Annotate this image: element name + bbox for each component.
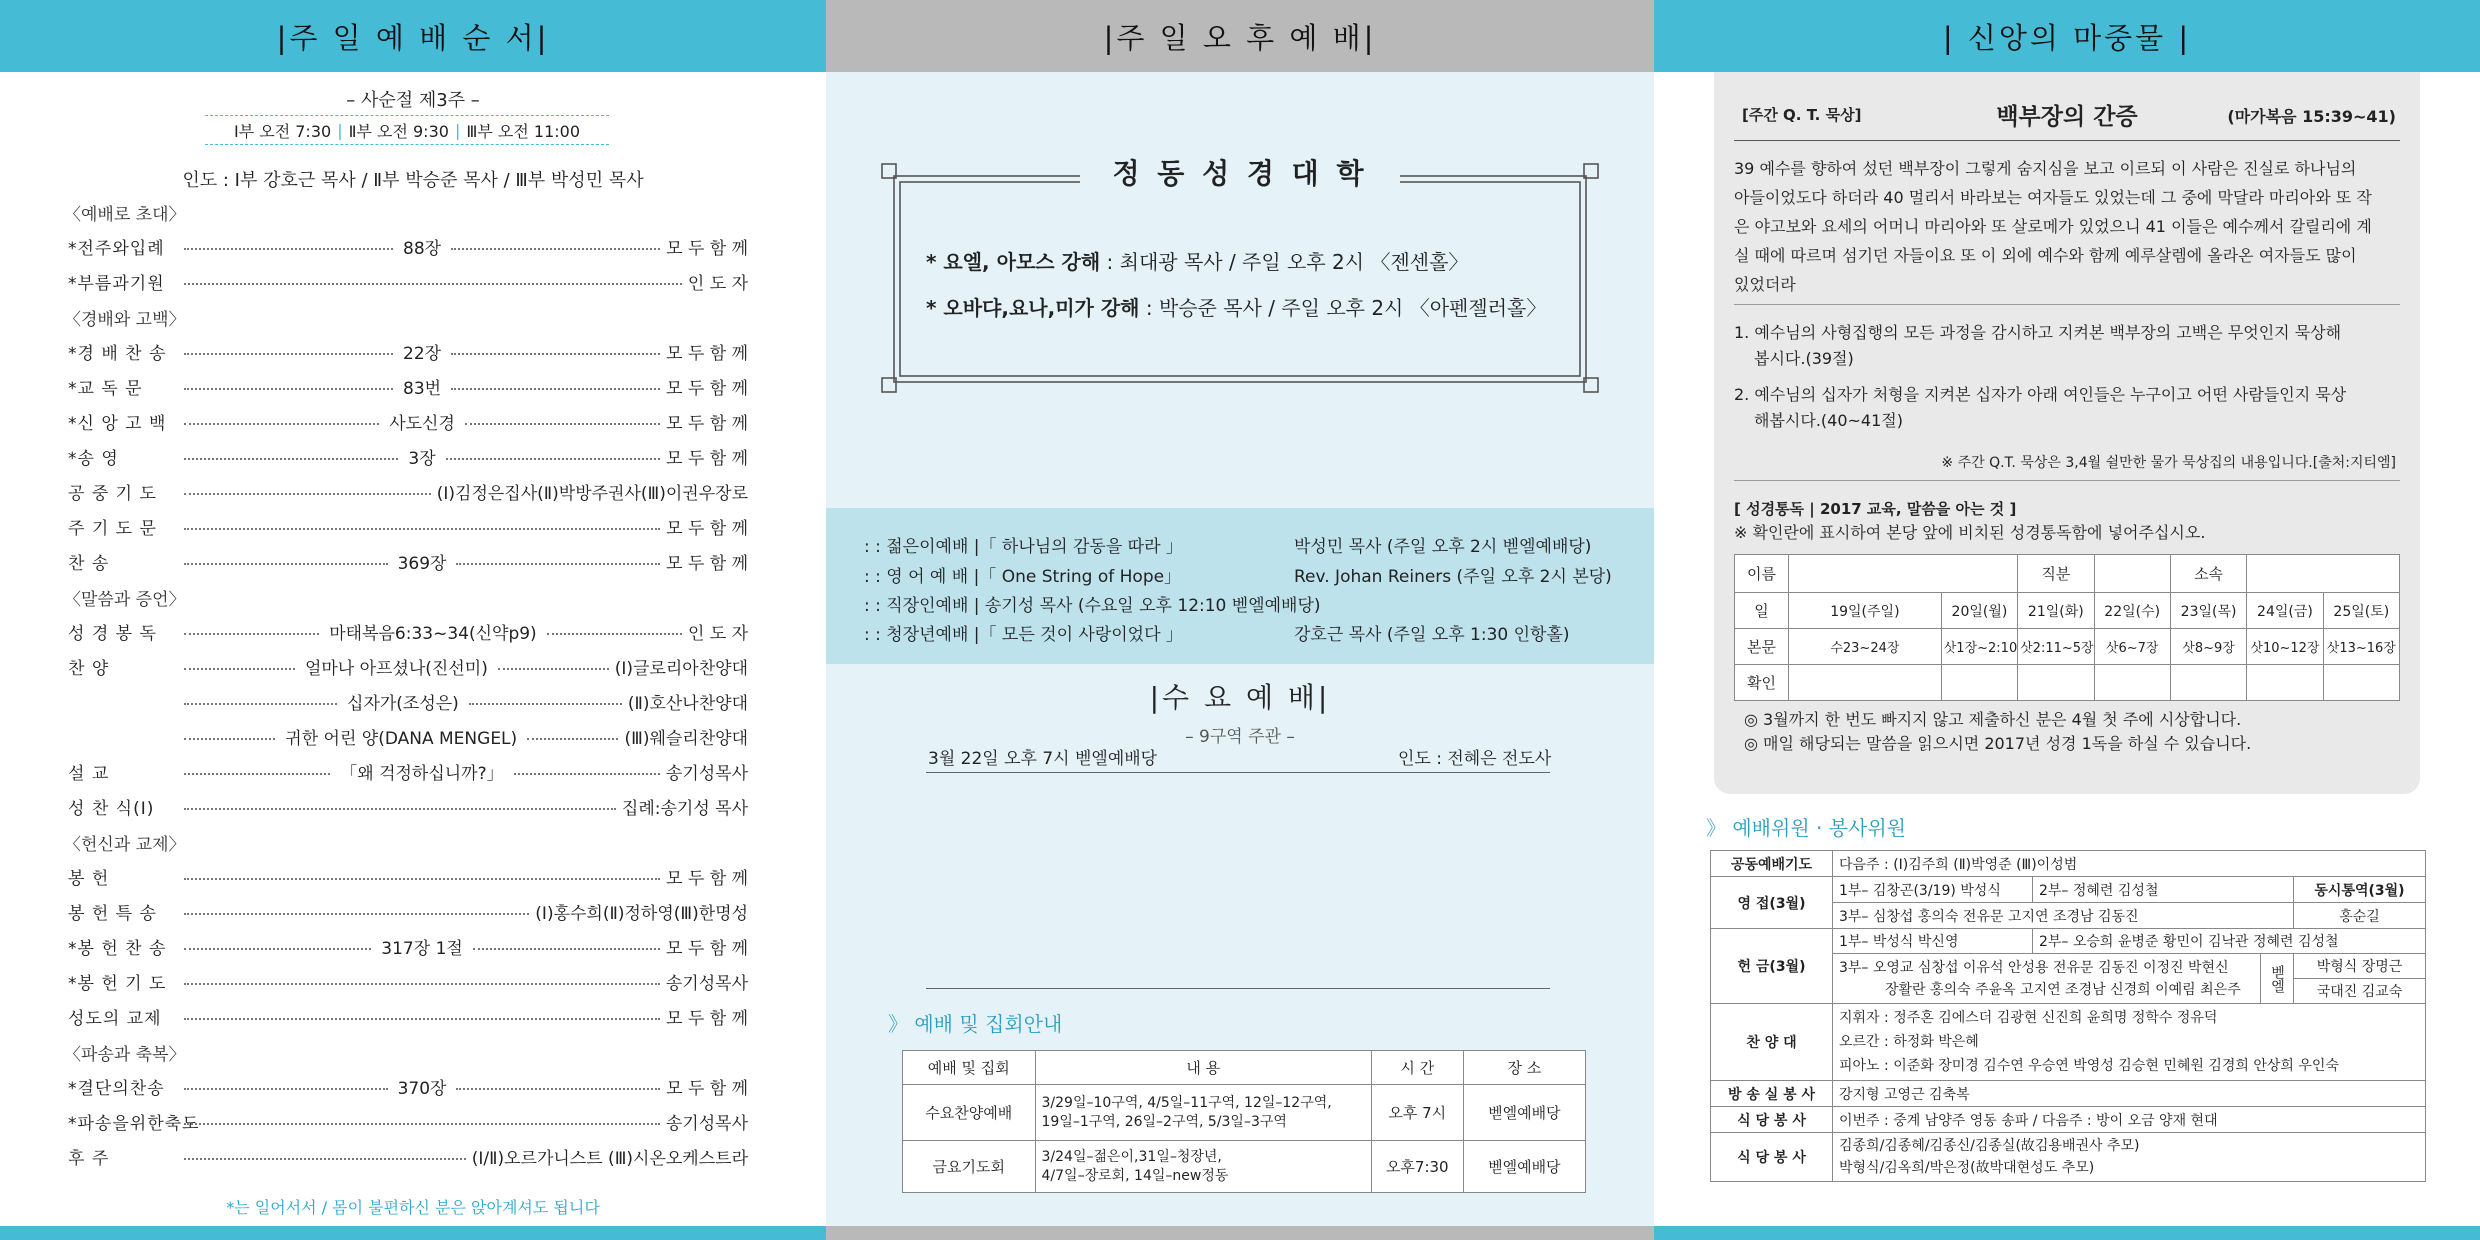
- committee-value: [1833, 1133, 2426, 1182]
- qt-line: 은 야고보와 요세의 어머니 마리아와 또 살로메가 있었으니 41 이들은 예수께서 갈릴리에 계: [1734, 217, 2372, 236]
- order-item-label: 설 교: [68, 763, 110, 784]
- committee-value: [1833, 1004, 2426, 1081]
- leader-dots: [184, 878, 660, 880]
- order-item-leader: 모 두 함 께: [666, 938, 749, 959]
- order-item: [68, 408, 748, 434]
- committee-value: 1부– 김창곤(3/19) 박성식: [1833, 877, 2033, 903]
- reading-text: 수23~24장: [1789, 629, 1942, 665]
- order-item-leader: (Ⅰ)홍수희(Ⅱ)정하영(Ⅲ)한명성: [535, 903, 748, 924]
- leader-dots: [184, 633, 319, 635]
- committee-label: 공동예배기도: [1711, 851, 1833, 877]
- bible-line-1: [926, 246, 1468, 275]
- youth-left-1: : : 젊은이예배 |「 하나님의 감동을 따라 」: [864, 537, 1183, 557]
- reading-day: 24일(금): [2247, 593, 2323, 629]
- footnote: *는 일어서서 / 몸이 불편하신 분은 앉아계셔도 됩니다: [226, 1198, 600, 1217]
- left-header-title: |주 일 예 배 순 서|: [276, 20, 550, 55]
- reading-sub: ※ 확인란에 표시하여 본당 앞에 비치된 성경통독함에 넣어주십시오.: [1734, 523, 2206, 542]
- reading-note: ◎ 매일 해당되는 말씀을 읽으시면 2017년 성경 1독을 하실 수 있습니다.: [1744, 734, 2252, 753]
- qt-rule: [1734, 140, 2400, 141]
- leader-dots: [446, 458, 660, 460]
- reading-table: [1734, 554, 2400, 701]
- order-item: [68, 933, 748, 959]
- order-item-content: 83번: [403, 378, 442, 399]
- committee-label: 식 당 봉 사: [1711, 1133, 1833, 1182]
- order-item-label: *봉 헌 기 도: [68, 973, 167, 994]
- committee-label: 헌 금(3월): [1711, 929, 1833, 1004]
- order-item-label: *교 독 문: [68, 378, 143, 399]
- reading-text: 삿1장~2:10: [1941, 629, 2017, 665]
- section-heading: 〈파송과 축복〉: [64, 1045, 186, 1065]
- order-item-leader: 모 두 함 께: [666, 518, 748, 539]
- committee-table: [1710, 850, 2426, 1182]
- order-item-leader: 모 두 함 께: [666, 1078, 748, 1099]
- order-item-content: 마태복음6:33~34(신약p9): [329, 623, 537, 644]
- committee-value: 다음주 : (Ⅰ)김주희 (Ⅱ)박영준 (Ⅲ)이성범: [1833, 851, 2426, 877]
- committee-value: [1833, 954, 2261, 1004]
- leader-dots: [184, 493, 431, 495]
- qt-rule-2: [1734, 304, 2400, 305]
- guide-content-line: 3/29일–10구역, 4/5일–11구역, 12일–12구역,: [1041, 1094, 1332, 1111]
- frame-title: 정 동 성 경 대 학: [1112, 157, 1368, 190]
- guide-header: 시 간: [1371, 1051, 1463, 1085]
- youth-right-2: Rev. Johan Reiners (주일 오후 2시 본당): [1294, 567, 1612, 587]
- leader-dots: [514, 773, 660, 775]
- reading-row: [1735, 555, 2400, 593]
- qt-ref: (마가복음 15:39~41): [2227, 107, 2396, 126]
- order-item-label: *신 앙 고 백: [68, 413, 167, 434]
- order-item-label: 후 주: [68, 1148, 110, 1169]
- guide-place: 벧엘예배당: [1463, 1085, 1585, 1141]
- guide-time: 오후 7시: [1371, 1085, 1463, 1141]
- qt-questions: [1734, 320, 2404, 434]
- order-item-content: 88장: [403, 238, 442, 259]
- wed-leader: 인도 : 전혜은 전도사: [1398, 749, 1552, 769]
- section-heading: 〈헌신과 교제〉: [64, 835, 186, 855]
- bible-line-2: [926, 292, 1546, 321]
- order-item-leader: 송기성목사: [665, 1113, 748, 1134]
- leader-dots: [451, 248, 660, 250]
- qt-tag: [주간 Q. T. 묵상]: [1742, 106, 1862, 124]
- reading-text: 삿13~16장: [2323, 629, 2399, 665]
- leader-dots: [451, 353, 660, 355]
- wed-sub: – 9구역 주관 –: [1185, 727, 1295, 747]
- leader-dots: [184, 563, 388, 565]
- reading-texts-row: [1735, 629, 2400, 665]
- order-item: [68, 443, 748, 469]
- middle-header: [826, 0, 1654, 72]
- question-line: 1. 예수님의 사형집행의 모든 과정을 감시하고 지켜본 백부장의 고백은 무엇인지 묵상해: [1734, 323, 2342, 342]
- order-item: [68, 793, 748, 819]
- order-item-leader: (Ⅲ)웨슬리찬양대: [624, 728, 748, 749]
- committee-label: 방 송 실 봉 사: [1711, 1081, 1833, 1107]
- reading-check-row: [1735, 665, 2400, 701]
- qt-rule-3: [1734, 480, 2400, 481]
- season-label: – 사순절 제3주 –: [346, 90, 480, 111]
- order-item-leader: 인 도 자: [687, 273, 748, 294]
- leader-dots: [184, 703, 337, 705]
- reading-day: 21일(화): [2018, 593, 2094, 629]
- leader-dots: [184, 1123, 660, 1125]
- order-item-label: 주 기 도 문: [68, 518, 157, 539]
- reading-check-cell[interactable]: [2094, 665, 2170, 701]
- left-panel: [0, 0, 826, 1240]
- committee-row: [1711, 851, 2426, 877]
- question-line: 봅시다.(39절): [1754, 349, 1854, 368]
- leader-dots: [184, 1018, 660, 1020]
- qt-title: 백부장의 간증: [1996, 104, 2138, 130]
- leader-dots: [184, 738, 275, 740]
- leader-dots: [184, 388, 393, 390]
- order-item-content: 317장 1절: [381, 938, 463, 959]
- reading-name-label: 이름: [1735, 555, 1789, 593]
- order-item-label: *전주와입례: [68, 238, 165, 259]
- order-item-content: 22장: [403, 343, 442, 364]
- guide-title: 》 예배 및 집회안내: [888, 1012, 1063, 1036]
- order-item: [68, 898, 748, 924]
- order-item-label: 성 찬 식(Ⅰ): [68, 798, 155, 819]
- order-item-leader: 송기성목사: [665, 763, 749, 784]
- qt-line: 아들이었도다 하더라 40 멀리서 바라보는 여자들도 있었는데 그 중에 막달라 마리아와 또 작: [1734, 188, 2372, 207]
- order-item-label: *봉 헌 찬 송: [68, 938, 167, 959]
- reading-day: 22일(수): [2094, 593, 2170, 629]
- order-item: [68, 968, 748, 994]
- order-item: [68, 653, 748, 679]
- order-item-label: *송 영: [68, 448, 119, 469]
- reading-check-cell[interactable]: [2323, 665, 2399, 701]
- leader-dots: [184, 1158, 466, 1160]
- qt-line: 39 예수를 향하여 섰던 백부장이 그렇게 숨지심을 보고 이르되 이 사람은 진실로 하나님의: [1734, 159, 2357, 178]
- middle-footer-bar: [826, 1226, 1654, 1240]
- order-item-content: 3장: [408, 448, 436, 469]
- leader-dots: [184, 458, 398, 460]
- committee-row: [1711, 1133, 2426, 1182]
- committee-row: [1711, 1004, 2426, 1081]
- order-item: [68, 758, 748, 784]
- leader-dots: [527, 738, 618, 740]
- wed-title: |수 요 예 배|: [1149, 681, 1331, 714]
- order-item-leader: 모 두 함 께: [666, 1008, 748, 1029]
- left-footer-bar: [0, 1226, 826, 1240]
- order-item-content: 사도신경: [389, 413, 455, 434]
- committee-title: 》 예배위원 · 봉사위원: [1706, 816, 1906, 840]
- reading-text: 삿2:11~5장: [2018, 629, 2094, 665]
- leader-dots: [473, 948, 660, 950]
- qt-line: 있었더라: [1734, 275, 1796, 294]
- leader-dots: [184, 423, 379, 425]
- committee-value: 강지형 고영근 김축복: [1833, 1081, 2426, 1107]
- left-header: [0, 0, 826, 72]
- committee-line: 오르간 : 하정화 박은혜: [1839, 1034, 1979, 1050]
- separator: |: [337, 120, 343, 140]
- leader-dots: [184, 248, 393, 250]
- reading-check-cell[interactable]: [2018, 665, 2094, 701]
- youth-left-2: : : 영 어 예 배 |「 One String of Hope」: [864, 567, 1182, 587]
- youth-left-4: : : 청장년예배 |「 모든 것이 사랑이었다 」: [864, 625, 1183, 645]
- middle-panel: [826, 0, 1654, 1240]
- order-item: [68, 513, 748, 539]
- order-item-leader: 모 두 함 께: [666, 448, 748, 469]
- order-item-content: 얼마나 아프셨나(진선미): [304, 658, 488, 679]
- reading-title-label: 직분: [2018, 555, 2094, 593]
- service-times-box: [205, 115, 609, 145]
- reading-check-cell[interactable]: [1941, 665, 2017, 701]
- reading-check-cell[interactable]: [2170, 665, 2246, 701]
- leader-dots: [184, 668, 295, 670]
- order-item: [68, 548, 748, 574]
- order-item-content: 십자가(조성은): [347, 693, 459, 714]
- guide-row: [903, 1141, 1586, 1193]
- right-header-title: | 신앙의 마중물 |: [1942, 20, 2192, 55]
- guide-header: 내 용: [1035, 1051, 1371, 1085]
- order-item: [68, 618, 748, 644]
- order-item-leader: 모 두 함 께: [666, 378, 748, 399]
- wed-rule-bottom: [926, 988, 1550, 989]
- section-heading: 〈예배로 초대〉: [64, 205, 186, 225]
- qt-note: ※ 주간 Q.T. 묵상은 3,4월 쉴만한 물가 묵상집의 내용입니다.[출처:지티엠]: [1941, 455, 2396, 471]
- guide-place: 벧엘예배당: [1463, 1141, 1585, 1193]
- order-item-label: 성 경 봉 독: [68, 623, 157, 644]
- order-item-leader: (Ⅰ)글로리아찬양대: [614, 658, 748, 679]
- order-item-leader: 모 두 함 께: [666, 868, 748, 889]
- guide-row: [903, 1085, 1586, 1141]
- committee-row: [1711, 1107, 2426, 1133]
- youth-left-3: : : 직장인예배 | 송기성 목사 (수요일 오후 12:10 벧엘예배당): [864, 596, 1321, 616]
- right-header: [1654, 0, 2480, 72]
- separator: |: [454, 120, 461, 140]
- order-item-label: 찬 송: [68, 553, 110, 574]
- reading-check-label: 확인: [1735, 665, 1789, 701]
- question-line: 해봅시다.(40~41절): [1754, 411, 1903, 430]
- committee-value: 국대진 김교숙: [2294, 979, 2426, 1004]
- order-item: [68, 688, 748, 714]
- wed-rule-top: [926, 772, 1550, 773]
- leader-dots: [498, 668, 609, 670]
- guide-content-line: 19일–1구역, 26일–2구역, 5/3일–3구역: [1041, 1113, 1287, 1130]
- reading-title: [ 성경통독 | 2017 교육, 말씀을 아는 것 ]: [1734, 500, 2017, 518]
- reading-name-cell[interactable]: [1789, 555, 2018, 593]
- reading-note: ◎ 3월까지 한 번도 빠지지 않고 제출하신 분은 4월 첫 주에 시상합니다.: [1744, 710, 2242, 729]
- middle-header-title: |주 일 오 후 예 배|: [1103, 20, 1377, 55]
- guide-time: 오후7:30: [1371, 1141, 1463, 1193]
- committee-value: 이번주 : 중계 남양주 영동 송파 / 다음주 : 방이 오금 양재 현대: [1833, 1107, 2426, 1133]
- qt-box: [1714, 72, 2420, 794]
- leader-dots: [184, 773, 330, 775]
- guide-header: 예배 및 집회: [903, 1051, 1036, 1085]
- order-item: [68, 1003, 748, 1029]
- committee-label: 찬 양 대: [1711, 1004, 1833, 1081]
- order-item: [68, 863, 748, 889]
- bible-frame: [880, 158, 1600, 398]
- order-item-leader: 인 도 자: [687, 623, 749, 644]
- youth-band: [826, 508, 1654, 664]
- order-item: [68, 338, 748, 364]
- section-heading: 〈말씀과 증언〉: [64, 590, 186, 610]
- guide-header: 장 소: [1463, 1051, 1585, 1085]
- leader-dots: [547, 633, 682, 635]
- leader-dots: [469, 703, 622, 705]
- order-item-label: *파송을위한축도: [68, 1113, 200, 1134]
- guide-name: 금요기도회: [903, 1141, 1036, 1193]
- guide-content-line: 3/24일–젊은이,31일–청장년,: [1041, 1148, 1222, 1165]
- reading-notes: [1744, 708, 2251, 756]
- leader-dots: [184, 808, 616, 810]
- committee-line: 3부– 오영교 심창섭 이유석 안성용 전유문 김동진 이정진 박현신: [1839, 959, 2229, 976]
- order-item-leader: 집례:송기성 목사: [621, 798, 748, 819]
- youth-right-4: 강호근 목사 (주일 오후 1:30 인항홀): [1294, 625, 1570, 645]
- order-item: [68, 268, 748, 294]
- order-item-content: 370장: [397, 1078, 447, 1099]
- committee-line: 장활란 홍의숙 주윤옥 고지연 조경남 신경희 이예림 최은주: [1885, 981, 2241, 998]
- guide-header-row: [903, 1051, 1586, 1085]
- leader-dots: [184, 983, 660, 985]
- committee-row: [1711, 1081, 2426, 1107]
- youth-right-1: 박성민 목사 (주일 오후 2시 벧엘예배당): [1294, 537, 1592, 557]
- leader-dots: [184, 948, 371, 950]
- order-item-leader: 모 두 함 께: [666, 413, 749, 434]
- leader-dots: [456, 563, 660, 565]
- service-time-1: Ⅰ부 오전 7:30: [233, 121, 332, 141]
- leader-dots: [184, 913, 529, 915]
- reading-check-cell[interactable]: [2247, 665, 2323, 701]
- bible-line-2-rest: : 박승준 목사 / 주일 오후 2시 〈아펜젤러홀〉: [1139, 296, 1547, 320]
- guide-content: [1035, 1141, 1371, 1193]
- committee-value: 박형식 장명근: [2294, 954, 2426, 979]
- committee-row: [1711, 877, 2426, 903]
- guide-name: 수요찬양예배: [903, 1085, 1036, 1141]
- committee-label: 동시통역(3월): [2294, 877, 2426, 903]
- committee-value: 1부– 박성식 박신영: [1833, 929, 2033, 954]
- right-panel: [1654, 0, 2480, 1240]
- bible-line-1-bold: * 요엘, 아모스 강해: [926, 250, 1101, 274]
- qt-passage: [1734, 154, 2404, 299]
- order-item-label: 봉 헌: [68, 868, 110, 889]
- leader-dots: [465, 423, 660, 425]
- order-item: [68, 723, 748, 749]
- committee-value: 2부– 오승희 윤병준 황민이 김낙관 정혜련 김성철: [2033, 929, 2426, 954]
- committee-value: 2부– 정혜련 김성철: [2033, 877, 2294, 903]
- reading-day: 20일(월): [1941, 593, 2017, 629]
- committee-label: 벧엘: [2261, 954, 2294, 1004]
- order-item-content: 귀한 어린 양(DANA MENGEL): [285, 728, 518, 749]
- leader-dots: [456, 1088, 660, 1090]
- right-footer-bar: [1654, 1226, 2480, 1240]
- committee-label: 영 접(3월): [1711, 877, 1833, 929]
- order-item: [68, 233, 748, 259]
- order-item-label: 성도의 교제: [68, 1008, 162, 1029]
- committee-value: 3부– 심창섭 홍의숙 전유문 고지연 조경남 김동진: [1833, 903, 2294, 929]
- reading-day: 25일(토): [2323, 593, 2399, 629]
- order-item-content: 「왜 걱정하십니까?」: [340, 763, 504, 784]
- leader-dots: [184, 1088, 388, 1090]
- order-item-leader: (Ⅰ)김정은집사(Ⅱ)박방주권사(Ⅲ)이권우장로: [436, 483, 748, 504]
- order-item: [68, 1073, 748, 1099]
- order-item-label: 봉 헌 특 송: [68, 903, 157, 924]
- reading-text: 삿8~9장: [2170, 629, 2246, 665]
- committee-label: 식 당 봉 사: [1711, 1107, 1833, 1133]
- reading-day-label: 일: [1735, 593, 1789, 629]
- leader-dots: [451, 388, 660, 390]
- order-item-content: 369장: [397, 553, 447, 574]
- order-item-leader: 모 두 함 께: [666, 238, 748, 259]
- order-item-leader: 모 두 함 께: [666, 343, 748, 364]
- guide-content-line: 4/7일–장로회, 14일–new정동: [1041, 1167, 1229, 1184]
- committee-row: [1711, 929, 2426, 954]
- reading-title-cell[interactable]: [2094, 555, 2170, 593]
- order-item-leader: 모 두 함 께: [666, 553, 748, 574]
- committee-line: 지휘자 : 정주혼 김에스더 김광현 신진희 윤희명 정학수 정유덕: [1839, 1010, 2218, 1026]
- order-item-leader: (Ⅱ)호산나찬양대: [627, 693, 748, 714]
- section-heading: 〈경배와 고백〉: [64, 310, 186, 330]
- committee-line: 박형식/김옥희/박은정(故박대현성도 추모): [1839, 1160, 2095, 1176]
- order-item: [68, 1108, 748, 1134]
- reading-day: 23일(목): [2170, 593, 2246, 629]
- bible-line-1-rest: : 최대광 목사 / 주일 오후 2시 〈젠센홀〉: [1100, 250, 1469, 274]
- leaders-line: 인도 : Ⅰ부 강호근 목사 / Ⅱ부 박승준 목사 / Ⅲ부 박성민 목사: [182, 170, 644, 191]
- order-item-leader: 송기성목사: [665, 973, 748, 994]
- order-item-label: 공 중 기 도: [68, 483, 157, 504]
- order-item-label: *부름과기원: [68, 273, 165, 294]
- order-item-label: 찬 양: [68, 658, 110, 679]
- committee-line: 피아노 : 이준화 장미경 김수연 우승연 박영성 김승현 민혜원 김경희 안상희 우인숙: [1839, 1058, 2339, 1074]
- wed-date: 3월 22일 오후 7시 벧엘예배당: [928, 749, 1158, 769]
- order-item: [68, 478, 748, 504]
- service-time-3: Ⅲ부 오전 11:00: [466, 121, 581, 141]
- bible-line-2-bold: * 오바댜,요나,미가 강해: [926, 296, 1140, 320]
- qt-line: 실 때에 따르며 섬기던 자들이요 또 이 외에 예수와 함께 예루살렘에 올라온 여자들도 많이: [1734, 246, 2357, 265]
- guide-content: [1035, 1085, 1371, 1141]
- reading-days-row: [1735, 593, 2400, 629]
- reading-group-label: 소속: [2170, 555, 2246, 593]
- reading-text: 삿6~7장: [2094, 629, 2170, 665]
- order-item-leader: (Ⅰ/Ⅱ)오르가니스트 (Ⅲ)시온오케스트라: [471, 1148, 748, 1169]
- service-time-2: Ⅱ부 오전 9:30: [348, 121, 449, 141]
- reading-text-label: 본문: [1735, 629, 1789, 665]
- reading-check-cell[interactable]: [1789, 665, 1942, 701]
- leader-dots: [184, 283, 682, 285]
- reading-text: 삿10~12장: [2247, 629, 2323, 665]
- committee-value: 홍순길: [2294, 903, 2426, 929]
- reading-day: 19일(주일): [1789, 593, 1942, 629]
- reading-group-cell[interactable]: [2247, 555, 2400, 593]
- order-item: [68, 373, 748, 399]
- order-item-label: *경 배 찬 송: [68, 343, 167, 364]
- question-line: 2. 예수님의 십자가 처형을 지켜본 십자가 아래 여인들은 누구이고 어떤 사람들인지 묵상: [1734, 385, 2347, 404]
- leader-dots: [184, 528, 660, 530]
- leader-dots: [184, 353, 393, 355]
- order-item: [68, 1143, 748, 1169]
- order-item-label: *결단의찬송: [68, 1078, 165, 1099]
- committee-line: 김종희/김종혜/김종신/김종실(故김용배권사 추모): [1839, 1138, 2140, 1154]
- guide-table: [902, 1050, 1586, 1193]
